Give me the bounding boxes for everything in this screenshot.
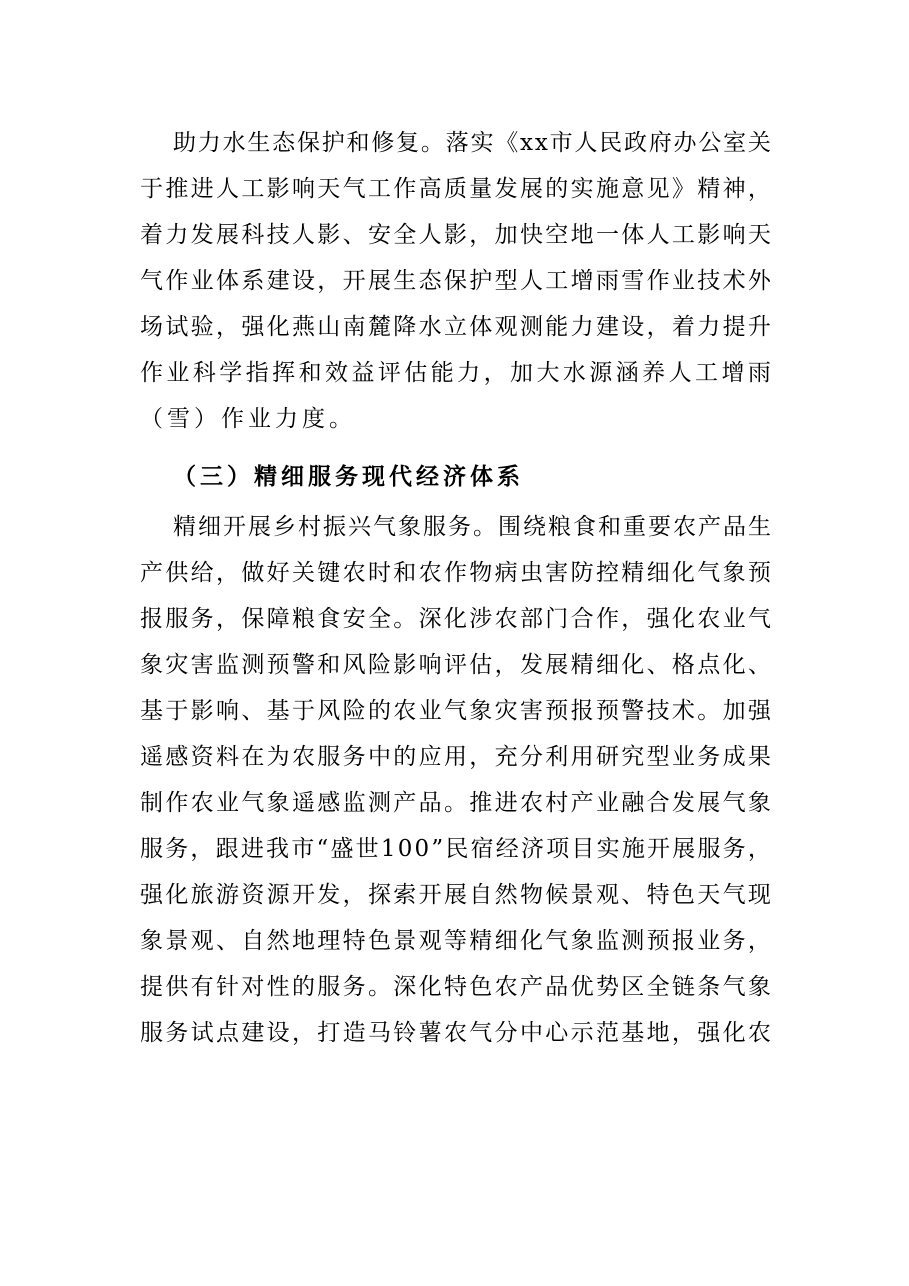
line-text: 服务，跟进我市“盛世100”民宿经济项目实施开展服务， <box>140 836 774 862</box>
line-text: 于推进人工影响天气工作高质量发展的实施意见》精神， <box>140 176 774 202</box>
line-text: 精细开展乡村振兴气象服务。围绕粮食和重要农产品生 <box>173 514 773 540</box>
paragraph-line <box>0 507 909 547</box>
paragraph-line <box>0 399 909 439</box>
line-text: 着力发展科技人影、安全人影，加快空地一体人工影响天 <box>140 222 774 248</box>
line-text: 产供给，做好关键农时和农作物病虫害防控精细化气象预 <box>140 560 774 586</box>
line-text: 基于影响、基于风险的农业气象灾害预报预警技术。加强 <box>140 698 774 724</box>
line-text: 象灾害监测预警和风险影响评估，发展精细化、格点化、 <box>140 652 774 678</box>
line-text: 场试验，强化燕山南麓降水立体观测能力建设，着力提升 <box>140 314 774 340</box>
line-text: 作业科学指挥和效益评估能力，加大水源涵养人工增雨 <box>140 360 775 386</box>
paragraph-line <box>0 307 909 347</box>
line-text: 制作农业气象遥感监测产品。推进农村产业融合发展气象 <box>140 790 774 816</box>
line-text: 象景观、自然地理特色景观等精细化气象监测预报业务， <box>140 928 774 954</box>
paragraph-line <box>0 783 909 823</box>
paragraph-line <box>0 123 909 163</box>
line-text: （雪）作业力度。 <box>140 406 356 432</box>
line-text: 气作业体系建设，开展生态保护型人工增雨雪作业技术外 <box>140 268 774 294</box>
line-text: 报服务，保障粮食安全。深化涉农部门合作，强化农业气 <box>140 606 774 632</box>
paragraph-line <box>0 169 909 209</box>
line-text: 强化旅游资源开发，探索开展自然物候景观、特色天气现 <box>140 882 774 908</box>
paragraph-line <box>0 261 909 301</box>
paragraph-line <box>0 875 909 915</box>
line-text: 助力水生态保护和修复。落实《xx市人民政府办公室关 <box>173 130 773 156</box>
paragraph-line <box>0 599 909 639</box>
line-text: 遥感资料在为农服务中的应用，充分利用研究型业务成果 <box>140 744 774 770</box>
paragraph-line <box>0 921 909 961</box>
line-text: 提供有针对性的服务。深化特色农产品优势区全链条气象 <box>140 974 774 1000</box>
section-heading <box>0 457 909 497</box>
line-text: 服务试点建设，打造马铃薯农气分中心示范基地，强化农 <box>140 1020 774 1046</box>
paragraph-line <box>0 215 909 255</box>
paragraph-line <box>0 645 909 685</box>
paragraph-line <box>0 1013 909 1053</box>
paragraph-line <box>0 967 909 1007</box>
paragraph-line <box>0 829 909 869</box>
paragraph-line <box>0 553 909 593</box>
paragraph-line <box>0 353 909 393</box>
paragraph-line <box>0 737 909 777</box>
paragraph-line <box>0 691 909 731</box>
section-heading-text: （三）精细服务现代经济体系 <box>173 464 524 490</box>
